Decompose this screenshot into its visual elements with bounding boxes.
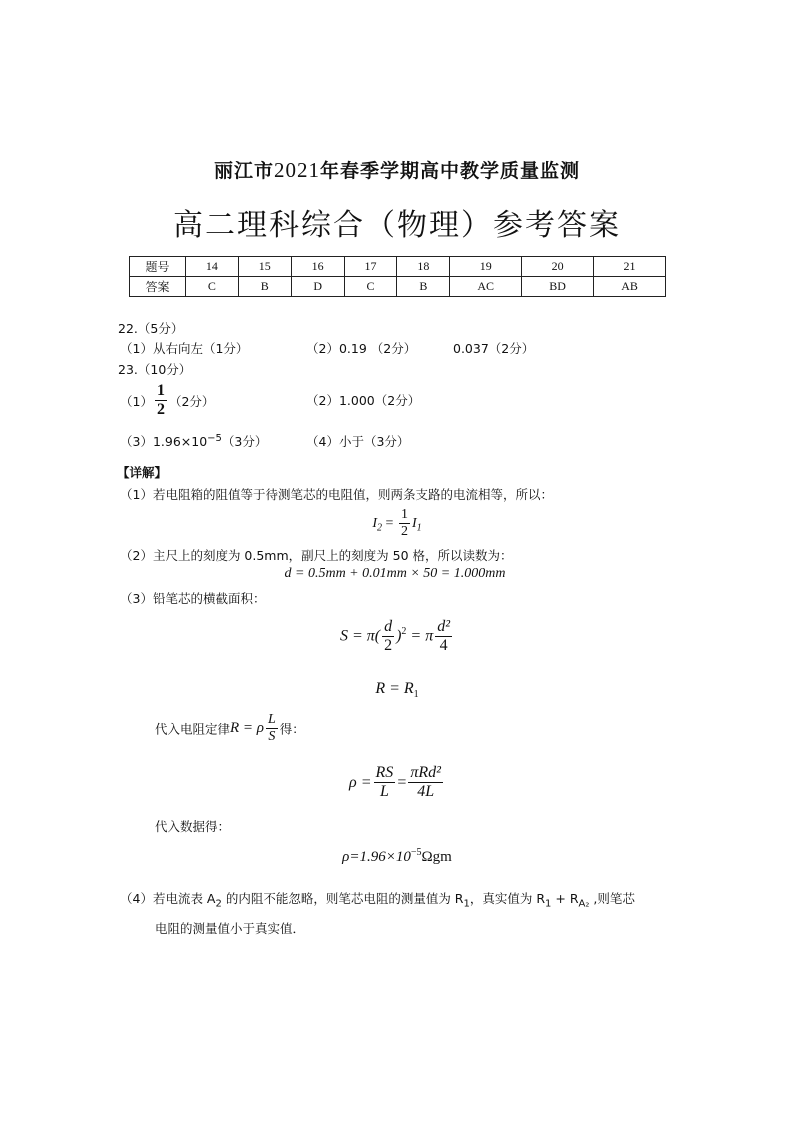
- fraction-numerator: RS: [374, 764, 396, 783]
- detail-step1-text: （1）若电阻箱的阻值等于待测笔芯的电阻值，则两条支路的电流相等，所以：: [120, 487, 553, 502]
- equation-reading: d = 0.5mm + 0.01mm × 50 = 1.000mm: [284, 566, 506, 581]
- equation-cross-section-area: [0, 618, 794, 656]
- table-cell: 17: [344, 257, 397, 277]
- eq-sub: 1: [413, 689, 419, 701]
- step4-sub-c: 1: [545, 898, 552, 910]
- step4-part-c: ，真实值为 R: [469, 891, 546, 906]
- fraction-denominator: S: [268, 729, 276, 745]
- step4-part-b: 的内阻不能忽略，则笔芯电阻的测量值为 R: [221, 891, 464, 906]
- title-year: 2021: [274, 158, 320, 182]
- q22-part3: 0.037（2分）: [453, 341, 535, 356]
- eq-rhs: I: [411, 515, 417, 531]
- resistance-law-prefix: 代入电阻定律: [155, 721, 231, 737]
- eq-fraction: [435, 618, 452, 656]
- table-cell: 14: [186, 257, 239, 277]
- title-suffix: 年春季学期高中教学质量监测: [320, 160, 581, 182]
- fraction-numerator: d²: [435, 618, 452, 637]
- equation-resistance-equal: [0, 680, 794, 700]
- fraction-denominator: 2: [156, 401, 165, 419]
- eq-rhs-sub: 1: [416, 522, 422, 534]
- eq-lhs: S = π(: [339, 627, 381, 645]
- equation-current-relation: [0, 507, 794, 540]
- step4-sub-a: 2: [215, 898, 222, 910]
- detail-resistance-law-line: [155, 712, 305, 745]
- title-prefix: 丽江市: [213, 160, 274, 182]
- fraction-numerator: L: [266, 712, 278, 729]
- table-cell: D: [291, 277, 344, 297]
- table-row: [130, 257, 666, 277]
- table-cell: C: [186, 277, 239, 297]
- q23-part1-prefix: （1）: [120, 393, 153, 409]
- q23-part3-exponent: −5: [207, 432, 222, 444]
- fraction-one-half: [155, 382, 167, 420]
- eq-fraction: [374, 764, 396, 802]
- table-cell: BD: [522, 277, 594, 297]
- table-cell: 15: [238, 257, 291, 277]
- detail-step3-text: （3）铅笔芯的横截面积：: [120, 591, 266, 606]
- table-cell: B: [397, 277, 450, 297]
- q23-part3-value: （3）1.96×10: [120, 434, 208, 449]
- table-cell: 19: [450, 257, 522, 277]
- equation-resistivity: [0, 764, 794, 802]
- table-cell: AB: [594, 277, 666, 297]
- eq-lhs: ρ =: [349, 773, 372, 791]
- multiple-choice-answer-table: [129, 256, 666, 297]
- fraction-denominator: L: [379, 783, 389, 801]
- eq-fraction: [399, 507, 410, 540]
- q23-heading: 23.（10分）: [118, 362, 192, 377]
- resistivity-exponent: −5: [410, 847, 422, 858]
- q23-part3: [120, 432, 267, 450]
- table-cell: 18: [397, 257, 450, 277]
- table-cell: AC: [450, 277, 522, 297]
- detail-step4-line1: [120, 889, 635, 910]
- table-row: [130, 277, 666, 297]
- resistance-law-fraction: [266, 712, 278, 745]
- detail-step2-text: （2）主尺上的刻度为 0.5mm，副尺上的刻度为 50 格，所以读数为：: [120, 548, 513, 563]
- resistance-law-lhs: R = ρ: [230, 720, 264, 737]
- q22-part1: （1）从右向左（1分）: [120, 341, 249, 356]
- eq-fraction: [382, 618, 394, 656]
- q22-heading: 22.（5分）: [118, 321, 184, 336]
- fraction-numerator: 1: [399, 507, 410, 524]
- eq-fraction: [408, 764, 443, 802]
- table-cell: B: [238, 277, 291, 297]
- fraction-numerator: 1: [155, 382, 167, 401]
- eq-square: 2: [401, 626, 407, 638]
- eq-lhs: I: [372, 515, 378, 531]
- table-cell: 20: [522, 257, 594, 277]
- resistivity-unit: Ωgm: [421, 849, 452, 865]
- fraction-denominator: 4L: [417, 783, 435, 801]
- q23-part4: （4）小于（3分）: [306, 434, 410, 449]
- q23-part1: [120, 382, 214, 420]
- table-cell: 21: [594, 257, 666, 277]
- step4-sub-b: 1: [463, 898, 470, 910]
- fraction-numerator: d: [382, 618, 394, 637]
- answer-key-title: 高二理科综合（物理）参考答案: [173, 208, 621, 243]
- q22-part2: （2）0.19 （2分）: [306, 341, 417, 356]
- row-label-answer: 答案: [130, 277, 186, 297]
- q23-part3-score: （3分）: [221, 434, 268, 449]
- detail-substitute-text: 代入数据得：: [155, 819, 231, 834]
- eq-lhs-sub: 2: [377, 522, 383, 534]
- fraction-denominator: 2: [384, 637, 393, 655]
- table-cell: C: [344, 277, 397, 297]
- resistance-law-suffix: 得：: [279, 721, 305, 737]
- eq-lhs: R = R: [375, 680, 414, 697]
- eq-sign: =: [397, 773, 407, 791]
- step4-part-e: ,则笔芯: [589, 891, 635, 906]
- q23-part2: （2）1.000（2分）: [306, 393, 421, 408]
- fraction-numerator: πRd²: [408, 764, 443, 783]
- detail-step4-line2: 电阻的测量值小于真实值．: [155, 921, 306, 936]
- eq-sign: =: [385, 515, 394, 531]
- step4-sub-d: A₂: [578, 898, 590, 910]
- fraction-denominator: 2: [400, 524, 408, 540]
- eq-mid: ): [396, 627, 402, 645]
- resistivity-value: ρ=1.96×10: [342, 849, 411, 865]
- q23-part1-score: （2分）: [168, 393, 215, 409]
- detail-heading: 【详解】: [117, 465, 168, 480]
- table-cell: 16: [291, 257, 344, 277]
- step4-part-a: （4）若电流表 A: [120, 891, 216, 906]
- row-label-question-number: 题号: [130, 257, 186, 277]
- fraction-denominator: 4: [439, 637, 448, 655]
- exam-title: [0, 156, 794, 183]
- equation-resistivity-value: [0, 847, 794, 866]
- eq-sign: = π: [406, 627, 434, 645]
- step4-part-d: + R: [551, 891, 579, 906]
